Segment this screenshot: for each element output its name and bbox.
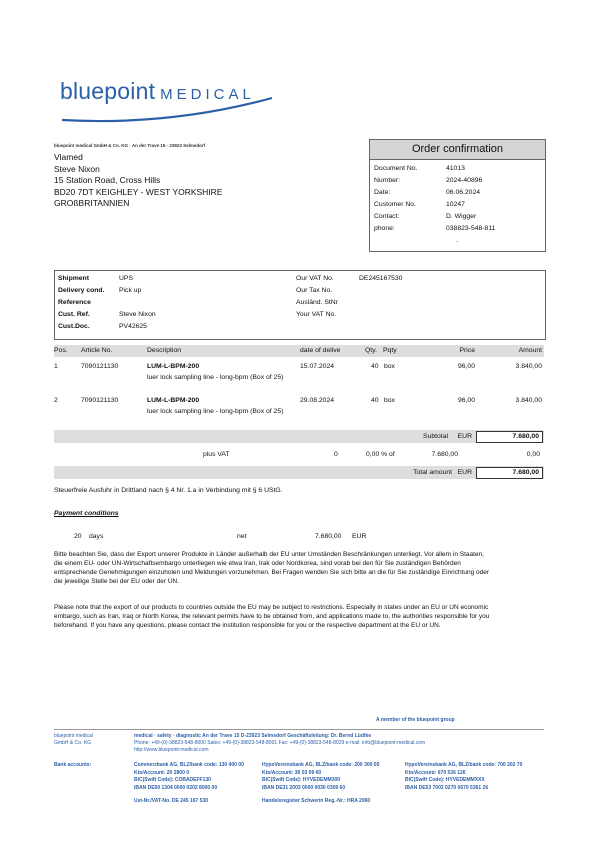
order-field — [374, 225, 496, 232]
order-info-box — [369, 139, 546, 252]
currency: EUR — [457, 469, 472, 476]
payment-currency: EUR — [352, 533, 367, 540]
bank-line: HypoVereinsbank AG, BLZ/bank code: 700 202 70 — [405, 762, 523, 768]
recipient-address — [54, 152, 222, 210]
vat-amount: 0,00 — [526, 451, 540, 458]
address-line: Steve Nixon — [54, 163, 100, 174]
vat-label: Your VAT No. — [296, 311, 337, 318]
total-label: Total amount — [413, 469, 452, 476]
shipment-label: Delivery cond. — [58, 287, 105, 294]
vat-label: Our Tax No. — [296, 287, 333, 294]
order-field — [374, 189, 481, 196]
subtotal-label: Subtotal — [423, 433, 448, 440]
export-notice-en: Please note that the export of our products to countries outside the EU may be subject to restrictions. Especially in states under an EU or UN economic embargo, such as Iran, Iraq or North Korea, the relevant permits have to be obtained from, and applications made to, the authorities responsible for you beforehand. If you have any questions, please contact the institution responsible for you or the respective department at the EU or UN. — [54, 604, 490, 629]
row-desc: luer lock sampling line - long-bpm (Box of 25) — [147, 408, 284, 415]
order-field — [374, 165, 465, 172]
bank-line: Commerzbank AG, BLZ/bank code: 130 400 00 — [134, 762, 244, 768]
col-date: date of delive — [300, 347, 341, 354]
logo-name: bluepoint — [60, 78, 156, 104]
group-member: A member of the bluepoint group — [376, 717, 455, 723]
row-qty: 40 — [371, 363, 379, 370]
vat-rate: 0,00 % of — [366, 451, 395, 458]
row-unit: box — [384, 397, 395, 404]
bank-line: Kto/Account: 30 03 09 60 — [262, 769, 322, 776]
export-notice-de: Bitte beachten Sie, dass der Export unserer Produkte in Länder außerhalb der EU unter Umständen Beschränkungen unterliegt. Vor allem in Staaten, die einem EU- oder UN-Wirtschaftsembargo unterliegen wie etwa Iran, Irak oder Nordkorea, sind vorab bei den für Sie zuständigen Behörden entsprechende Genehmigungen einzuholen und Meldungen vorzunehmen. Bei Fragen wenden Sie sich bitte an die für Sie zuständige Einrichtung oder die jeweilige Stelle bei der EU oder der UN. — [54, 551, 490, 585]
row-pos: 2 — [54, 397, 58, 404]
shipment-value: Steve Nixon — [119, 311, 156, 318]
website-link[interactable]: http://www.bluepoint-medical.com — [134, 747, 209, 753]
order-dot: . — [456, 237, 458, 244]
document-title: Order confirmation — [370, 140, 545, 160]
vat-number: Ust-Nr./VAT-No. DE 245 167 530 — [134, 798, 209, 804]
bank-line: IBAN DE53 7002 0270 0670 5361 26 — [405, 784, 489, 791]
subtotal-value: 7.680,00 — [476, 431, 543, 443]
col-article: Article No. — [81, 347, 113, 354]
bank-line: IBAN DE50 1304 0000 0202 8000 00 — [134, 784, 218, 791]
col-qty: Qty. — [365, 347, 377, 354]
row-article: 7090121130 — [81, 397, 119, 404]
row-unit: box — [384, 363, 395, 370]
bank-hypo-2 — [405, 762, 522, 792]
currency: EUR — [457, 433, 472, 440]
field-label: Number: — [374, 177, 401, 184]
table-row — [54, 397, 544, 433]
vat-label: plus VAT — [203, 451, 230, 458]
shipment-label: Reference — [58, 299, 91, 306]
field-value: 2024-40896 — [446, 177, 483, 184]
vat-label: Our VAT No. — [296, 275, 334, 282]
address-line: GROßBRITANNIEN — [54, 198, 130, 208]
footer-divider — [54, 729, 544, 730]
payment-amount: 7.680,00 — [315, 533, 342, 540]
field-value: 10247 — [446, 201, 465, 208]
bank-line: Kto/Account: 20 2800 0 — [134, 769, 190, 776]
logo-sub: MEDICAL — [160, 86, 255, 103]
bank-label: Bank accounts: — [54, 762, 92, 768]
row-title: LUM-L-BPM-200 — [147, 363, 200, 370]
field-value: 06.06.2024 — [446, 189, 481, 196]
table-header — [54, 345, 544, 357]
field-label: Date: — [374, 189, 391, 196]
row-article: 7090121130 — [81, 363, 119, 370]
field-value: 41013 — [446, 165, 465, 172]
col-desc: Description — [147, 347, 181, 354]
bank-line: HypoVereinsbank AG, BLZ/bank code: 200 300 00 — [262, 762, 380, 768]
address-line: BD20 7DT KEIGHLEY - WEST YORKSHIRE — [54, 186, 223, 197]
contact-line: medical · safety · diagnostic An der Trave 15 D-23923 Selmsdorf Geschäftsleitung: Dr. Bernd Lüdtke — [134, 733, 372, 739]
tax-note: Steuerfreie Ausfuhr in Drittland nach § 4 Nr. 1.a in Verbindung mit § 6 UStG. — [54, 487, 283, 494]
row-title: LUM-L-BPM-200 — [147, 397, 200, 404]
company-line: GmbH & Co. KG — [54, 740, 91, 746]
row-date: 15.07.2024 — [300, 363, 335, 370]
address-line: Vlamed — [54, 152, 83, 162]
col-price: Price — [459, 347, 475, 354]
row-qty: 40 — [371, 397, 379, 404]
footer-contact — [134, 733, 425, 754]
bank-line: BIC(Swift Code): HYVEDEMM300 — [262, 777, 341, 783]
row-price: 96,00 — [457, 397, 475, 404]
company-line: bluepoint medical — [54, 733, 93, 739]
payment-net: net — [237, 533, 247, 540]
total-value: 7.680,00 — [476, 467, 543, 479]
vat-value: DE245167530 — [359, 275, 403, 282]
row-amount: 3.840,00 — [515, 363, 542, 370]
register-number: Handelsregister Schwerin Reg.-Nr.: HRA 2060 — [262, 798, 371, 804]
bank-hypo-1 — [262, 762, 379, 792]
payment-days-label: days — [89, 533, 104, 540]
footer-company — [54, 733, 93, 747]
field-value: D. Wigger — [446, 213, 477, 220]
vat-code: 0 — [334, 451, 338, 458]
row-amount: 3.840,00 — [515, 397, 542, 404]
sender-line: bluepoint medical GmbH & Co. KG · An der Trave 15 · 23923 Selmsdorf — [54, 143, 206, 148]
payment-heading: Payment conditions — [54, 510, 119, 517]
row-desc: luer lock sampling line - long-bpm (Box of 25) — [147, 374, 284, 381]
order-field — [374, 213, 477, 220]
bank-line: Kto/Account: 670 536 126 — [405, 769, 466, 776]
shipment-box — [54, 270, 546, 340]
order-field — [374, 177, 483, 184]
field-label: phone: — [374, 225, 395, 232]
logo-swoosh — [60, 96, 275, 126]
col-unit: Pqty — [383, 347, 397, 354]
payment-days: 20 — [74, 533, 82, 540]
contact-line: Phone: +49-(0)-38823-548-8000 Sales: +49-(0)-38823-548-8001 Fax: +49-(0)-38823-548-8029 e-mail: info@bluepoint-medical.com — [134, 740, 426, 746]
shipment-value: UPS — [119, 275, 133, 282]
shipment-label: Shipment — [58, 275, 89, 282]
col-amount: Amount — [518, 347, 542, 354]
subtotal-bar — [54, 430, 544, 443]
col-pos: Pos. — [54, 347, 68, 354]
order-field — [374, 201, 465, 208]
table-row — [54, 363, 544, 399]
bank-line: IBAN DE31 2003 0000 0030 0309 60 — [262, 784, 346, 791]
total-bar — [54, 466, 544, 479]
address-line: 15 Station Road, Cross Hills — [54, 175, 161, 185]
field-value: 038823-548-811 — [446, 225, 496, 232]
row-price: 96,00 — [457, 363, 475, 370]
field-label: Document No. — [374, 165, 418, 172]
bank-commerzbank — [134, 762, 244, 792]
field-label: Customer No. — [374, 201, 416, 208]
field-label: Contact: — [374, 213, 400, 220]
vat-base: 7.680,00 — [431, 451, 458, 458]
bank-line: BIC(Swift Code): COBADEFF130 — [134, 777, 211, 783]
shipment-value: Pick up — [119, 287, 142, 294]
shipment-label: Cust. Ref. — [58, 311, 90, 318]
bank-line: BIC(Swift Code): HYVEDEMMXXX — [405, 777, 485, 783]
shipment-label: Cust.Doc. — [58, 323, 90, 330]
row-date: 29.08.2024 — [300, 397, 335, 404]
row-pos: 1 — [54, 363, 58, 370]
shipment-value: PV42625 — [119, 323, 147, 330]
vat-label: Ausländ. StNr — [296, 299, 338, 306]
